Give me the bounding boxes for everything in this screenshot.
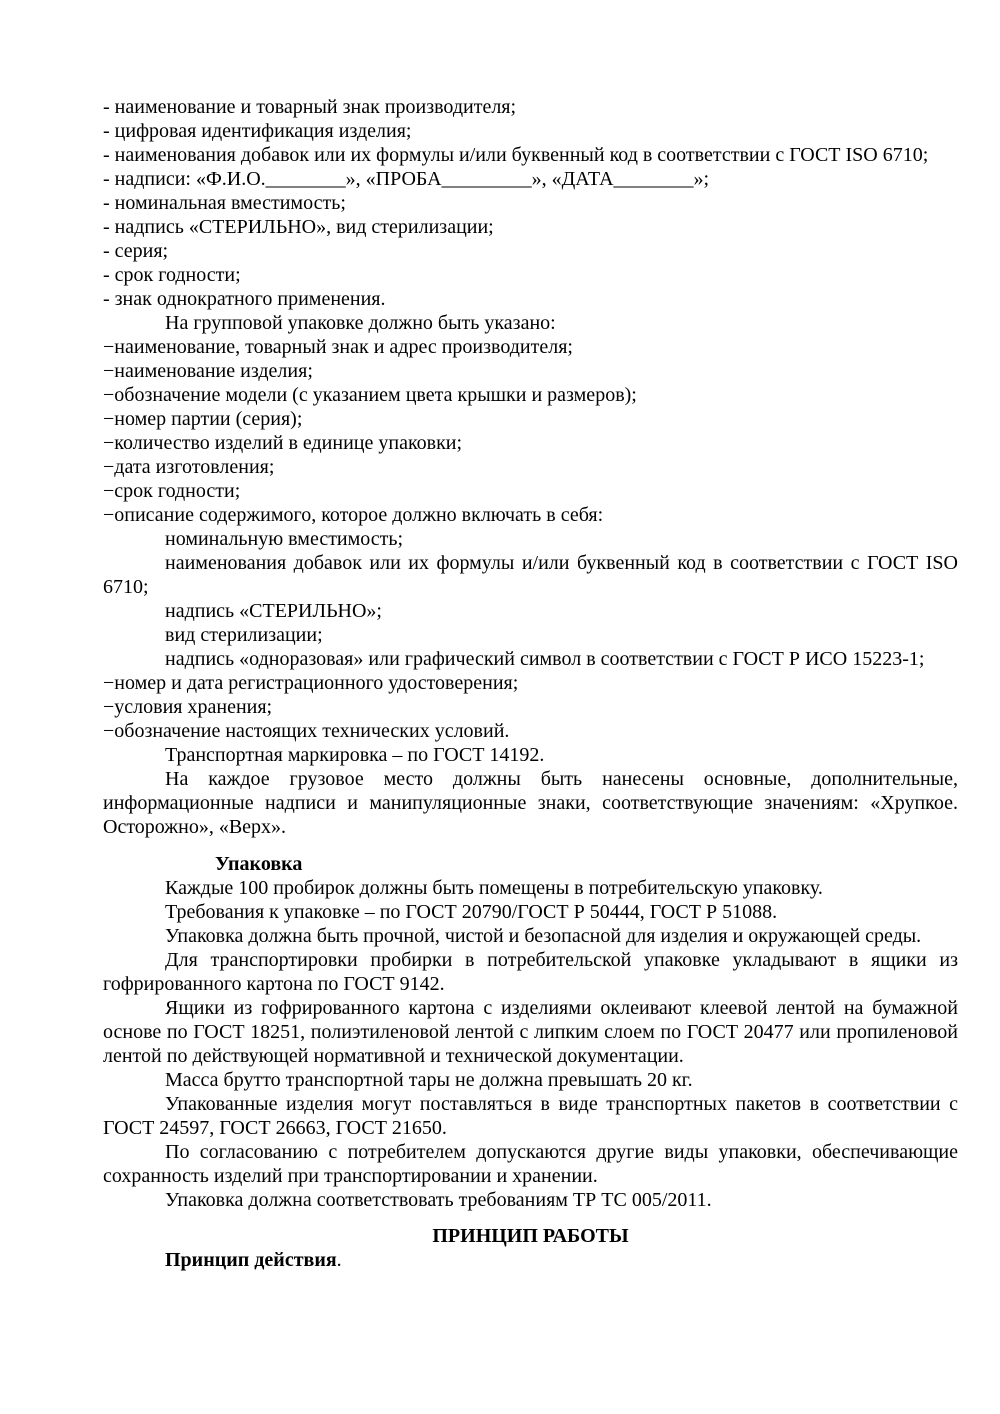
list-item: - надписи: «Ф.И.О.________», «ПРОБА_________», «ДАТА________»; bbox=[103, 168, 710, 190]
list-item: −обозначение настоящих технических условий. bbox=[103, 720, 510, 742]
list-item: −номер и дата регистрационного удостоверения; bbox=[103, 672, 519, 694]
list-item: −условия хранения; bbox=[103, 696, 273, 718]
list-item: −количество изделий в единице упаковки; bbox=[103, 432, 463, 454]
list-item: −наименование, товарный знак и адрес производителя; bbox=[103, 336, 573, 358]
paragraph: На каждое грузовое место должны быть нанесены основные, дополнительные, информационные надписи и манипуляционные знаки, соответствующие значениям: «Хрупкое. Осторожно», «Верх». bbox=[103, 768, 958, 838]
section-heading-principle: ПРИНЦИП РАБОТЫ bbox=[432, 1225, 629, 1247]
sublist-item: надпись «одноразовая» или графический символ в соответствии с ГОСТ Р ИСО 15223-1; bbox=[165, 648, 925, 670]
list-item: - знак однократного применения. bbox=[103, 288, 386, 310]
paragraph: Требования к упаковке – по ГОСТ 20790/ГОСТ Р 50444, ГОСТ Р 51088. bbox=[165, 901, 778, 923]
principle-lead-bold-text: Принцип действия bbox=[165, 1249, 337, 1271]
paragraph: Транспортная маркировка – по ГОСТ 14192. bbox=[165, 744, 545, 766]
paragraph: Упакованные изделия могут поставляться в виде транспортных пакетов в соответствии с ГОСТ 24597, ГОСТ 26663, ГОСТ 21650. bbox=[103, 1093, 958, 1139]
paragraph-principle-lead bbox=[103, 1248, 958, 1272]
list-item: −описание содержимого, которое должно включать в себя: bbox=[103, 504, 604, 526]
list-item: −дата изготовления; bbox=[103, 456, 275, 478]
paragraph: Упаковка должна быть прочной, чистой и безопасной для изделия и окружающей среды. bbox=[165, 925, 922, 947]
paragraph: Ящики из гофрированного картона с изделиями оклеивают клеевой лентой на бумажной основе по ГОСТ 18251, полиэтиленовой лентой с липким слоем по ГОСТ 20477 или пропиленовой лентой по действующей нормативной и технической документации. bbox=[103, 997, 958, 1067]
list-item: - надпись «СТЕРИЛЬНО», вид стерилизации; bbox=[103, 216, 494, 238]
list-item: −наименование изделия; bbox=[103, 360, 313, 382]
principle-lead-period: . bbox=[336, 1249, 342, 1271]
paragraph: Каждые 100 пробирок должны быть помещены в потребительскую упаковку. bbox=[165, 877, 823, 899]
sublist-item: номинальную вместимость; bbox=[165, 528, 404, 550]
paragraph: Для транспортировки пробирки в потребительской упаковке укладывают в ящики из гофрированного картона по ГОСТ 9142. bbox=[103, 949, 958, 995]
sublist-item: надпись «СТЕРИЛЬНО»; bbox=[165, 600, 382, 622]
sublist-item: наименования добавок или их формулы и/или буквенный код в соответствии с ГОСТ ISO 6710; bbox=[103, 552, 958, 598]
paragraph: Упаковка должна соответствовать требованиям ТР ТС 005/2011. bbox=[165, 1189, 712, 1211]
list-item: −обозначение модели (с указанием цвета крышки и размеров); bbox=[103, 384, 637, 406]
list-item: −номер партии (серия); bbox=[103, 408, 303, 430]
list-item: - номинальная вместимость; bbox=[103, 192, 346, 214]
list-item: - серия; bbox=[103, 240, 169, 262]
list-item: - наименования добавок или их формулы и/или буквенный код в соответствии с ГОСТ ISO 6710; bbox=[103, 144, 929, 166]
list-item: - наименование и товарный знак производителя; bbox=[103, 96, 517, 118]
list-item: - цифровая идентификация изделия; bbox=[103, 120, 412, 142]
list-item: - срок годности; bbox=[103, 264, 241, 286]
paragraph: Масса брутто транспортной тары не должна превышать 20 кг. bbox=[165, 1069, 693, 1091]
paragraph: По согласованию с потребителем допускаются другие виды упаковки, обеспечивающие сохранность изделий при транспортировании и хранении. bbox=[103, 1141, 958, 1187]
sublist-item: вид стерилизации; bbox=[165, 624, 323, 646]
list-item: −срок годности; bbox=[103, 480, 241, 502]
paragraph-group-intro: На групповой упаковке должно быть указано: bbox=[165, 312, 556, 334]
section-heading-packaging: Упаковка bbox=[215, 853, 303, 875]
